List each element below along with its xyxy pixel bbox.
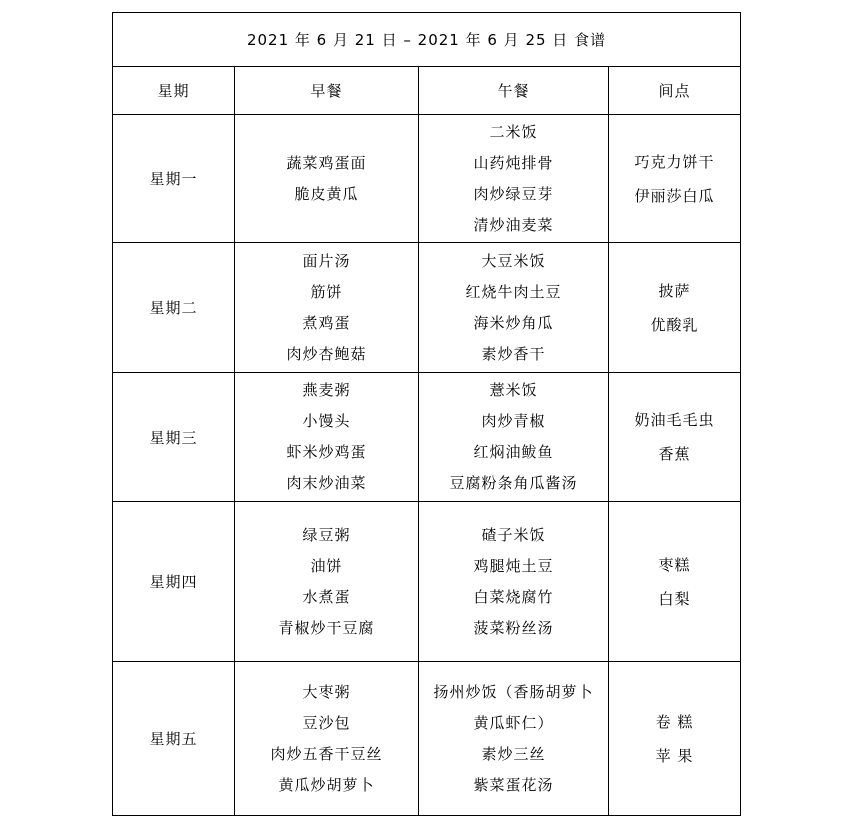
lunch-item: 大豆米饭	[481, 251, 546, 270]
lunch-cell	[419, 373, 609, 502]
breakfast-item: 油饼	[310, 556, 343, 575]
breakfast-item: 蔬菜鸡蛋面	[286, 153, 367, 172]
breakfast-item: 黄瓜炒胡萝卜	[278, 775, 375, 794]
lunch-cell	[419, 243, 609, 373]
header-day: 星期	[113, 67, 235, 115]
snack-item: 优酸乳	[650, 315, 699, 334]
snack-cell	[609, 115, 741, 243]
lunch-item: 黄瓜虾仁）	[473, 713, 554, 732]
lunch-cell	[419, 502, 609, 662]
lunch-item: 白菜烧腐竹	[473, 587, 554, 606]
breakfast-item: 肉炒五香干豆丝	[270, 744, 383, 763]
day-row-friday	[113, 662, 741, 816]
snack-item: 苹 果	[655, 746, 694, 765]
lunch-cell	[419, 662, 609, 816]
breakfast-item: 肉末炒油菜	[286, 474, 367, 492]
breakfast-item: 小馒头	[302, 412, 351, 430]
breakfast-item: 脆皮黄瓜	[294, 184, 359, 203]
breakfast-cell	[235, 662, 419, 816]
weekly-menu-table	[112, 12, 741, 816]
breakfast-item: 水煮蛋	[302, 587, 351, 606]
day-row-wednesday	[113, 373, 741, 502]
snack-cell	[609, 373, 741, 502]
snack-item: 香蕉	[658, 445, 691, 463]
breakfast-cell	[235, 502, 419, 662]
header-lunch: 午餐	[419, 67, 609, 115]
header-snack: 间点	[609, 67, 741, 115]
lunch-item: 紫菜蛋花汤	[473, 775, 554, 794]
day-row-tuesday	[113, 243, 741, 373]
title-row	[113, 13, 741, 67]
lunch-item: 豆腐粉条角瓜酱汤	[449, 474, 578, 492]
snack-cell	[609, 662, 741, 816]
lunch-item: 红焖油鲅鱼	[473, 443, 554, 461]
lunch-item: 二米饭	[489, 122, 538, 141]
lunch-cell	[419, 115, 609, 243]
breakfast-item: 面片汤	[302, 251, 351, 270]
breakfast-item: 肉炒杏鲍菇	[286, 344, 367, 363]
lunch-item: 海米炒角瓜	[473, 313, 554, 332]
lunch-item: 素炒三丝	[481, 744, 546, 763]
snack-item: 枣糕	[658, 555, 691, 574]
breakfast-cell	[235, 373, 419, 502]
breakfast-cell	[235, 115, 419, 243]
lunch-item: 肉炒绿豆芽	[473, 184, 554, 203]
lunch-item: 红烧牛肉土豆	[465, 282, 562, 301]
breakfast-item: 豆沙包	[302, 713, 351, 732]
lunch-item: 素炒香干	[481, 344, 546, 363]
breakfast-item: 燕麦粥	[302, 381, 351, 399]
day-label: 星期二	[113, 243, 235, 373]
day-label: 星期四	[113, 502, 235, 662]
breakfast-item: 虾米炒鸡蛋	[286, 443, 367, 461]
day-label: 星期五	[113, 662, 235, 816]
lunch-item: 薏米饭	[489, 381, 538, 399]
header-row	[113, 67, 741, 115]
breakfast-item: 绿豆粥	[302, 525, 351, 544]
lunch-item: 碴子米饭	[481, 525, 546, 544]
day-label: 星期一	[113, 115, 235, 243]
breakfast-item: 大枣粥	[302, 682, 351, 701]
lunch-item: 肉炒青椒	[481, 412, 546, 430]
snack-item: 白梨	[658, 589, 691, 608]
snack-item: 奶油毛毛虫	[634, 411, 715, 429]
menu-title: 2021 年 6 月 21 日 – 2021 年 6 月 25 日 食谱	[113, 13, 741, 67]
day-row-thursday	[113, 502, 741, 662]
lunch-item: 清炒油麦菜	[473, 215, 554, 234]
day-row-monday	[113, 115, 741, 243]
lunch-item: 扬州炒饭（香肠胡萝卜	[433, 682, 594, 701]
snack-item: 伊丽莎白瓜	[634, 186, 715, 205]
header-breakfast: 早餐	[235, 67, 419, 115]
snack-cell	[609, 243, 741, 373]
snack-cell	[609, 502, 741, 662]
lunch-item: 山药炖排骨	[473, 153, 554, 172]
snack-item: 卷 糕	[655, 712, 694, 731]
breakfast-item: 青椒炒干豆腐	[278, 618, 375, 637]
lunch-item: 菠菜粉丝汤	[473, 618, 554, 637]
snack-item: 披萨	[658, 281, 691, 300]
breakfast-item: 筋饼	[310, 282, 343, 301]
snack-item: 巧克力饼干	[634, 152, 715, 171]
lunch-item: 鸡腿炖土豆	[473, 556, 554, 575]
day-label: 星期三	[113, 373, 235, 502]
breakfast-cell	[235, 243, 419, 373]
breakfast-item: 煮鸡蛋	[302, 313, 351, 332]
